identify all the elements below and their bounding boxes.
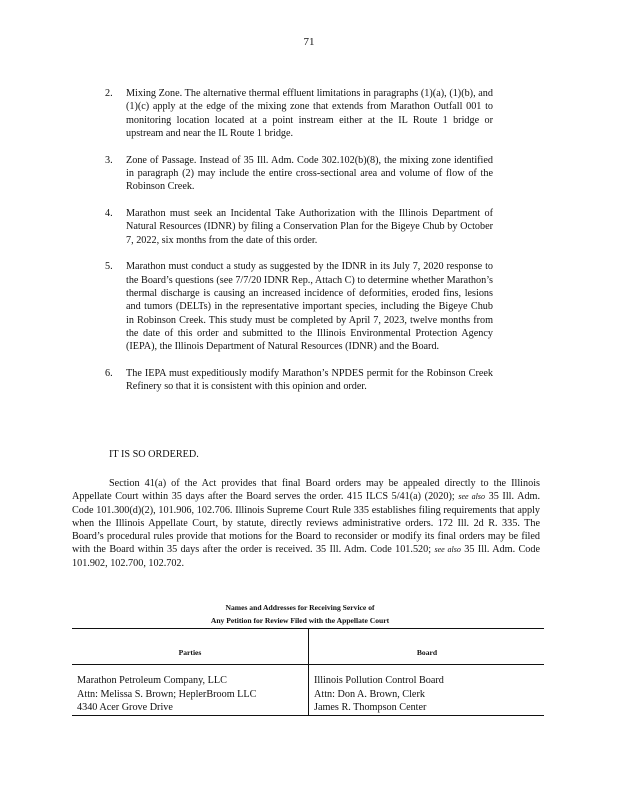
order-number: 6. <box>105 368 113 380</box>
col-header-board: Board <box>416 648 438 657</box>
order-text: The IEPA must expeditiously modify Marathon’s NPDES permit for the Robinson Creek Refinery so that it is consistent with this opinion and order. <box>126 368 493 393</box>
order-list <box>105 87 493 407</box>
board-line: James R. Thompson Center <box>314 702 427 713</box>
order-item-2 <box>105 87 493 140</box>
service-table-title-line1: Names and Addresses for Receiving Service of <box>225 603 375 612</box>
table-divider <box>308 629 309 715</box>
so-ordered: IT IS SO ORDERED. <box>109 449 199 460</box>
order-text: Marathon must conduct a study as suggested by the IDNR in its July 7, 2020 response to the Board’s questions (see 7/7/20 IDNR Rep., Attach C) to determine whether Marathon’s thermal discharge is causing an increased incidence of deformities, eroded fins, lesions and tumors (DELTs) in the representative important species, including the Bigeye Chub in Robinson Creek. This study must be completed by April 7, 2023, twelve months from the date of this order and submitted to the Illinois Environmental Protection Agency (IEPA), the Illinois Department of Natural Resources (IDNR) and the Board. <box>126 261 493 353</box>
order-number: 3. <box>105 154 113 166</box>
order-text: Mixing Zone. The alternative thermal effluent limitations in paragraphs (1)(a), (1)(b), and (1)(c) apply at the edge of the mixing zone that extends from Marathon Outfall 001 to monitoring location located at a point instream either at the IL Route 1 bridge or upstream and near the IL Route 1 bridge. <box>126 88 493 139</box>
order-item-4 <box>105 207 493 247</box>
parties-line: 4340 Acer Grove Drive <box>77 702 173 713</box>
board-line: Illinois Pollution Control Board <box>314 675 444 686</box>
appeal-text-2: 35 Ill. Adm. Code 101.300(d)(2), 101.906, 102.706. Illinois Supreme Court Rule 335 establishes filing requirements that apply when the Illinois Appellate Court, by statute, directly reviews administrative orders. 172 Ill. 2d R. 335. The Board’s procedural rules provide that motions for the Board to reconsider or modify its final orders may be filed with the Board within 35 days after the order is received. 35 Ill. Adm. Code 101.520; <box>72 491 541 556</box>
appeal-text-1: Section 41(a) of the Act provides that final Board orders may be appealed directly to the Illinois Appellate Court within 35 days after the Board serves the order. 415 ILCS 5/41(a) (2020); <box>72 478 540 503</box>
board-cell <box>314 674 444 715</box>
service-table-title-line2: Any Petition for Review Filed with the Appellate Court <box>210 615 390 625</box>
appeal-paragraph <box>72 477 540 570</box>
col-header-parties: Parties <box>178 648 202 657</box>
order-number: 4. <box>105 208 113 220</box>
see-also-1: see also <box>458 492 485 502</box>
see-also-2: see also <box>434 545 461 555</box>
service-table <box>72 628 544 716</box>
page-number: 71 <box>303 36 315 48</box>
header-rule <box>72 664 544 665</box>
order-number: 2. <box>105 88 113 99</box>
board-line: Attn: Don A. Brown, Clerk <box>314 688 425 700</box>
parties-line: Marathon Petroleum Company, LLC <box>77 675 227 686</box>
service-table-title <box>150 602 450 627</box>
order-item-3 <box>105 154 493 194</box>
order-text: Zone of Passage. Instead of 35 Ill. Adm. Code 302.102(b)(8), the mixing zone identified in paragraph (2) may include the entire cross-sectional area and volume of flow of the Robinson Creek. <box>126 154 493 193</box>
appeal-text-3: 35 Ill. Adm. Code 101.902, 102.700, 102.702. <box>72 544 541 569</box>
parties-cell <box>77 674 256 715</box>
order-item-5 <box>105 260 493 353</box>
order-item-6 <box>105 367 493 394</box>
order-number: 5. <box>105 261 113 273</box>
order-text: Marathon must seek an Incidental Take Authorization with the Illinois Department of Natural Resources (IDNR) by filing a Conservation Plan for the Bigeye Chub by October 7, 2022, six months from the date of this order. <box>126 208 493 246</box>
parties-line: Attn: Melissa S. Brown; HeplerBroom LLC <box>77 688 257 700</box>
